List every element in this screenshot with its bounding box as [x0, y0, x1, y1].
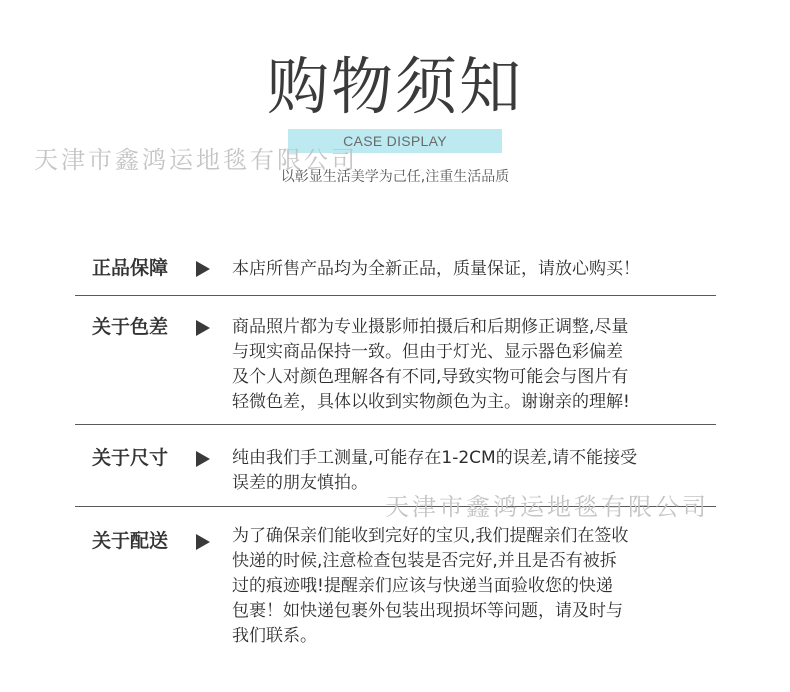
triangle-right-icon	[196, 261, 210, 277]
divider	[75, 424, 716, 425]
section-label: 关于尺寸	[92, 447, 169, 469]
section-label: 正品保障	[92, 257, 169, 279]
subtitle: CASE DISPLAY	[343, 133, 447, 149]
watermark: 天津市鑫鸿运地毯有限公司	[34, 146, 358, 174]
page-title: 购物须知	[266, 50, 523, 123]
triangle-right-icon	[196, 534, 210, 550]
tagline: 以彰显生活美学为己任,注重生活品质	[280, 169, 510, 185]
divider	[75, 295, 716, 296]
section-label: 关于配送	[92, 530, 169, 552]
section-text: 纯由我们手工测量,可能存在1-2CM的误差,请不能接受 误差的朋友慎拍。	[232, 448, 638, 493]
section-text: 为了确保亲们能收到完好的宝贝,我们提醒亲们在签收 快递的时候,注意检查包装是否完好,并且是否有被拆 过的痕迹哦!提醒亲们应该与快递当面验收您的快递 包裹！如快递包裹外包装出现损坏等问题，请及时与 我们联系。	[232, 526, 629, 646]
watermark: 天津市鑫鸿运地毯有限公司	[385, 493, 709, 521]
section-text: 商品照片都为专业摄影师拍摄后和后期修正调整,尽量 与现实商品保持一致。但由于灯光、显示器色彩偏差 及个人对颜色理解各有不同,导致实物可能会与图片有 轻微色差，具体以收到实物颜色为主。谢谢亲的理解!	[232, 317, 630, 412]
section-label: 关于色差	[92, 316, 169, 338]
section-text: 本店所售产品均为全新正品，质量保证，请放心购买！	[232, 259, 640, 279]
triangle-right-icon	[196, 451, 210, 467]
triangle-right-icon	[196, 320, 210, 336]
